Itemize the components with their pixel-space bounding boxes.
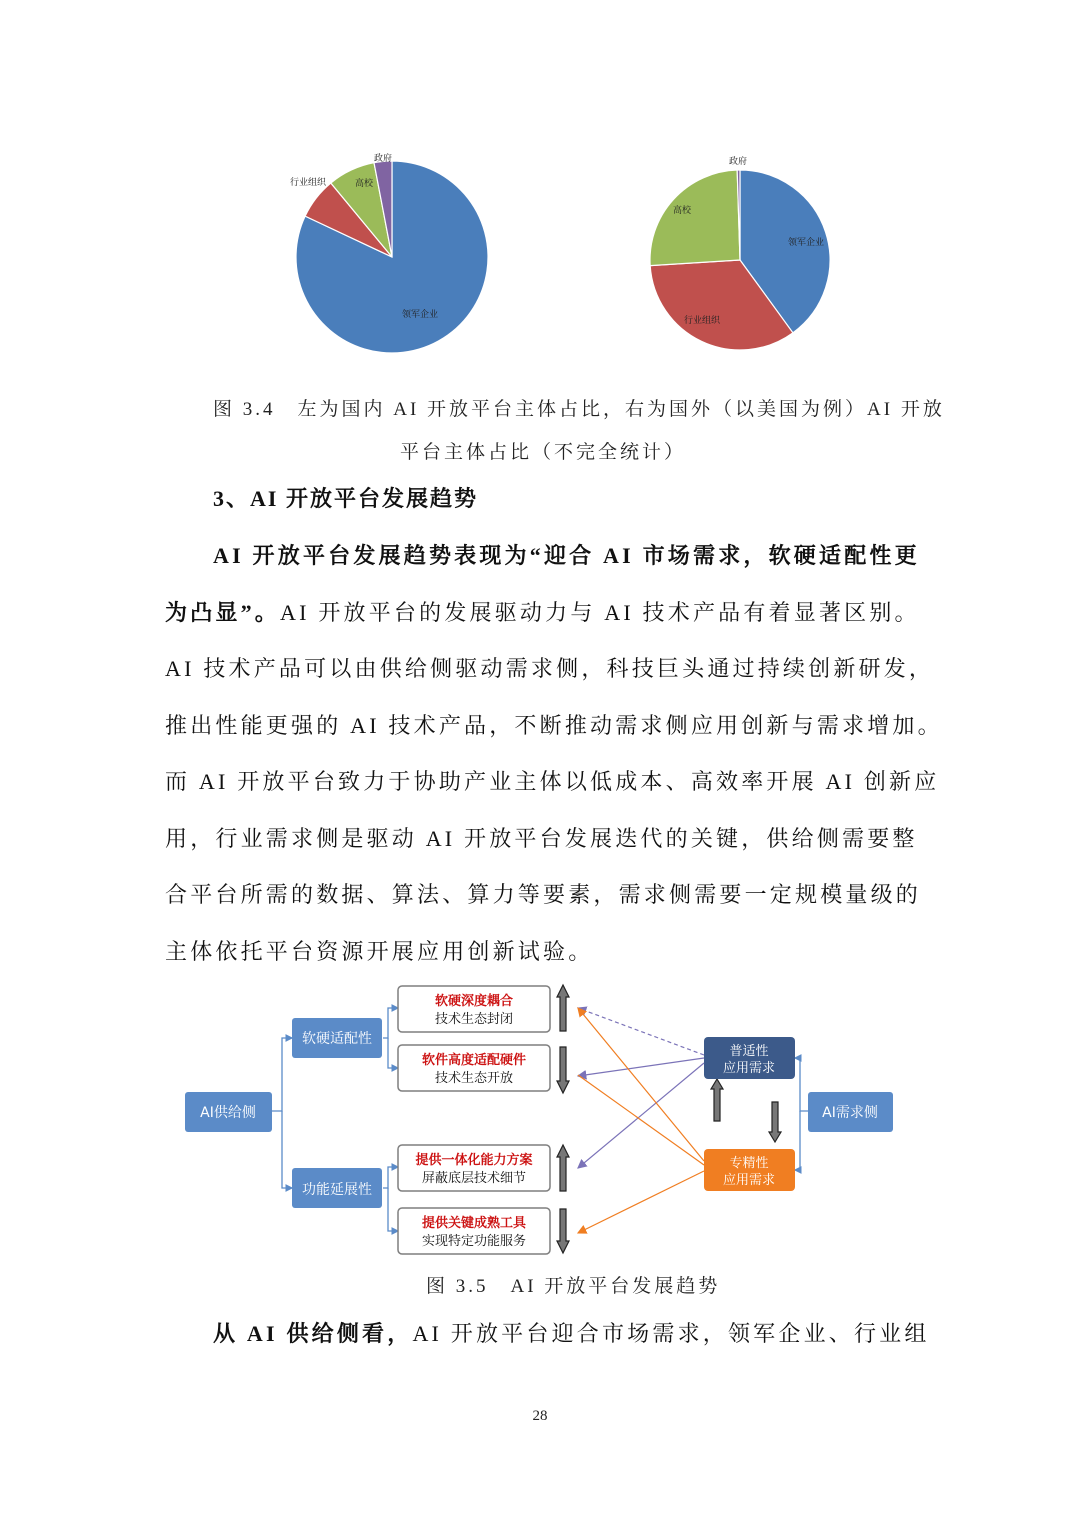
box2-red: 软件高度适配硬件 [421, 1053, 527, 1068]
func-ext-label: 功能延展性 [302, 1182, 372, 1198]
figure-3-5-caption: 图 3.5 AI 开放平台发展趋势 [426, 1276, 721, 1297]
box4-black: 实现特定功能服务 [421, 1234, 527, 1249]
general-demand-line1: 普适性 [729, 1044, 769, 1059]
box3-black: 屏蔽底层技术细节 [421, 1171, 527, 1186]
foreign-label-2: 高校 [672, 206, 692, 216]
general-demand-line2: 应用需求 [722, 1061, 776, 1076]
foreign-label-0: 领军企业 [787, 238, 825, 248]
figure-3-4-caption-line1: 图 3.4 左为国内 AI 开放平台主体占比，右为国外（以美国为例）AI 开放 [213, 399, 945, 420]
section-heading: 3、AI 开放平台发展趋势 [213, 486, 478, 511]
domestic-label-0: 领军企业 [401, 310, 439, 320]
foreign-label-1: 行业组织 [683, 316, 721, 326]
soft-hard-label: 软硬适配性 [302, 1031, 372, 1047]
paragraph-1-line4: 推出性能更强的 AI 技术产品，不断推动需求侧应用创新与需求增加。 [165, 712, 943, 738]
page-number: 28 [532, 1408, 548, 1424]
special-demand-line2: 应用需求 [722, 1173, 776, 1188]
paragraph-1-bold-line2: 为凸显”。 [165, 599, 281, 625]
box1-black: 技术生态封闭 [434, 1012, 514, 1027]
box1-red: 软硬深度耦合 [434, 994, 514, 1009]
box4-red: 提供关键成熟工具 [421, 1216, 527, 1231]
paragraph-1-line5: 而 AI 开放平台致力于协助产业主体以低成本、高效率开展 AI 创新应 [165, 769, 940, 794]
demand-label: AI需求侧 [822, 1105, 878, 1121]
pie-chart-domestic [280, 145, 510, 360]
paragraph-1-line8: 主体依托平台资源开展应用创新试验。 [165, 938, 594, 964]
foreign-slice-2 [650, 170, 740, 266]
paragraph-2-bold: 从 AI 供给侧看， [213, 1321, 413, 1346]
paragraph-1-line2-rest: AI 开放平台的发展驱动力与 AI 技术产品有着显著区别。 [280, 599, 920, 625]
figure-3-5-diagram [0, 975, 1080, 1275]
domestic-label-1: 行业组织 [289, 178, 327, 188]
box2-black: 技术生态开放 [434, 1071, 514, 1086]
pie-chart-foreign [630, 150, 850, 360]
paragraph-1-line7: 合平台所需的数据、算法、算力等要素，需求侧需要一定规模量级的 [165, 882, 922, 907]
supply-label: AI供给侧 [200, 1105, 256, 1121]
special-demand-line1: 专精性 [729, 1156, 769, 1171]
paragraph-1-bold-line1: AI 开放平台发展趋势表现为“迎合 AI 市场需求，软硬适配性更 [213, 543, 920, 568]
foreign-label-3: 政府 [728, 157, 748, 167]
figure-3-4-caption-line2: 平台主体占比（不完全统计） [400, 442, 687, 463]
paragraph-2 [165, 1306, 930, 1363]
cross-arrows [578, 1008, 704, 1233]
paragraph-1-line6: 用，行业需求侧是驱动 AI 开放平台发展迭代的关键，供给侧需要整 [165, 825, 918, 851]
paragraph-1-line3: AI 技术产品可以由供给侧驱动需求侧，科技巨头通过持续创新研发， [165, 656, 935, 681]
domestic-label-3: 政府 [373, 154, 393, 164]
paragraph-2-rest: AI 开放平台迎合市场需求，领军企业、行业组 [412, 1321, 930, 1346]
domestic-label-2: 高校 [354, 179, 374, 189]
paragraph-1 [165, 528, 943, 980]
box3-red: 提供一体化能力方案 [415, 1153, 533, 1168]
